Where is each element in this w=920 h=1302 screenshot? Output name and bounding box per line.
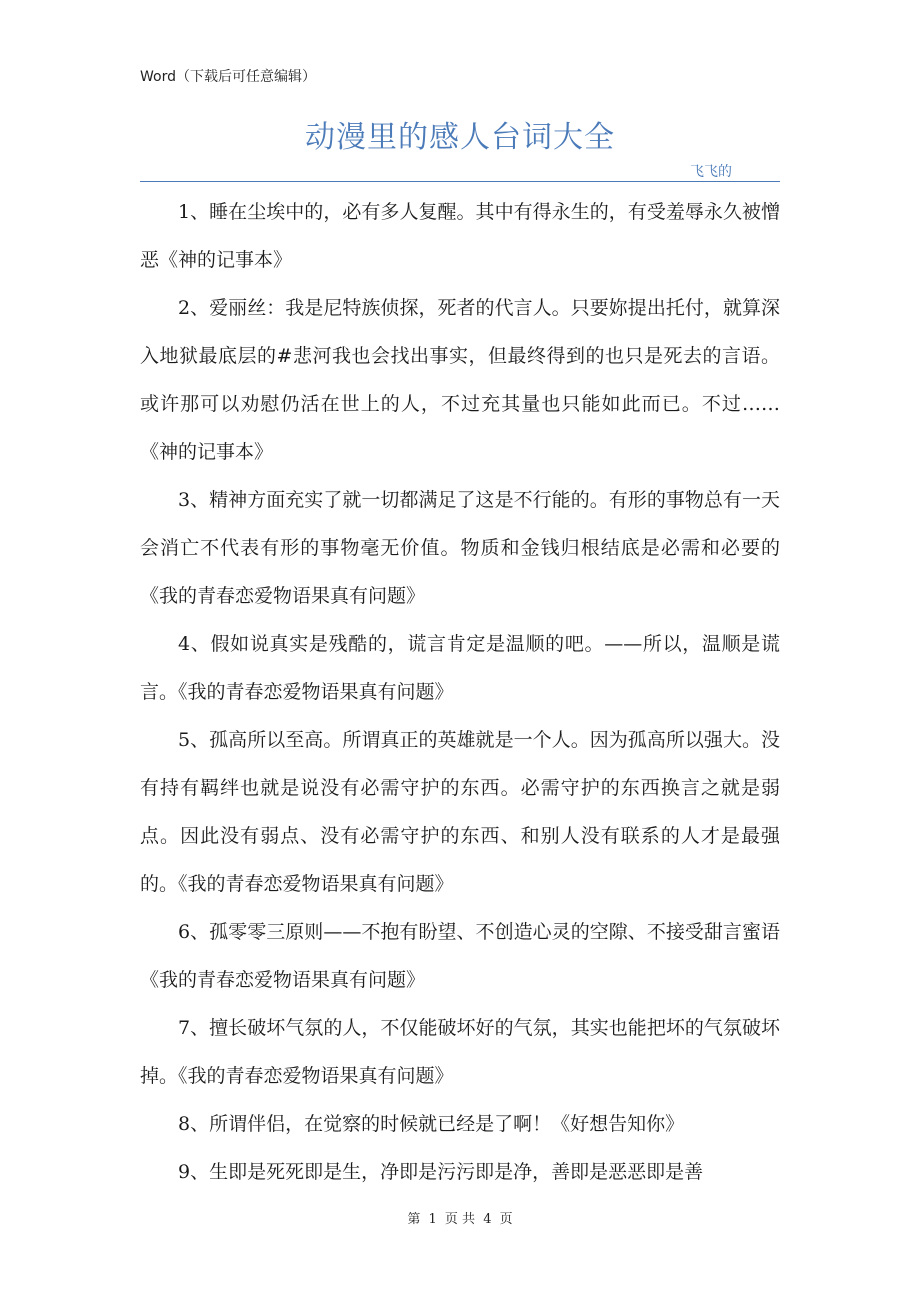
paragraph-8: 8、所谓伴侣，在觉察的时候就已经是了啊！《好想告知你》 [178,1113,685,1135]
title-divider [140,181,780,182]
author-name: 飞飞的 [690,164,732,180]
document-title: 动漫里的感人台词大全 [305,120,615,155]
footer-middle: 页 共 [444,1212,476,1227]
footer-prefix: 第 [407,1212,421,1227]
paragraph-5: 5、孤高所以至高。所谓真正的英雄就是一个人。因为孤高所以强大。没有持有羁绊也就是说没有必需守护的东西。必需守护的东西换言之就是弱点。因此没有弱点、没有必需守护的东西、和别人没有联系的人才是最强的。《我的青春恋爱物语果真有问题》 [140,729,780,895]
paragraph-9: 9、生即是死死即是生，净即是污污即是净，善即是恶恶即是善 [178,1161,704,1183]
document-body [140,188,780,1196]
footer-total-pages: 4 [483,1212,492,1227]
header-note: Word（下载后可任意编辑） [140,69,316,85]
paragraph-2: 2、爱丽丝：我是尼特族侦探，死者的代言人。只要妳提出托付，就算深入地狱最底层的#悲河我也会找出事实，但最终得到的也只是死去的言语。或许那可以劝慰仍活在世上的人，不过充其量也只能如此而已。不过……《神的记事本》 [140,297,780,463]
paragraph-3: 3、精神方面充实了就一切都满足了这是不行能的。有形的事物总有一天会消亡不代表有形的事物毫无价值。物质和金钱归根结底是必需和必要的《我的青春恋爱物语果真有问题》 [140,489,780,607]
paragraph-7: 7、擅长破坏气氛的人，不仅能破坏好的气氛，其实也能把坏的气氛破坏掉。《我的青春恋爱物语果真有问题》 [140,1017,780,1087]
paragraph-6: 6、孤零零三原则——不抱有盼望、不创造心灵的空隙、不接受甜言蜜语《我的青春恋爱物语果真有问题》 [140,921,780,991]
footer-page-number: 1 [428,1212,437,1227]
paragraph-1: 1、睡在尘埃中的，必有多人复醒。其中有得永生的，有受羞辱永久被憎恶《神的记事本》 [140,201,780,271]
paragraph-4: 4、假如说真实是残酷的，谎言肯定是温顺的吧。——所以，温顺是谎言。《我的青春恋爱物语果真有问题》 [140,633,780,703]
footer-suffix: 页 [499,1212,513,1227]
page-footer [0,1208,920,1227]
